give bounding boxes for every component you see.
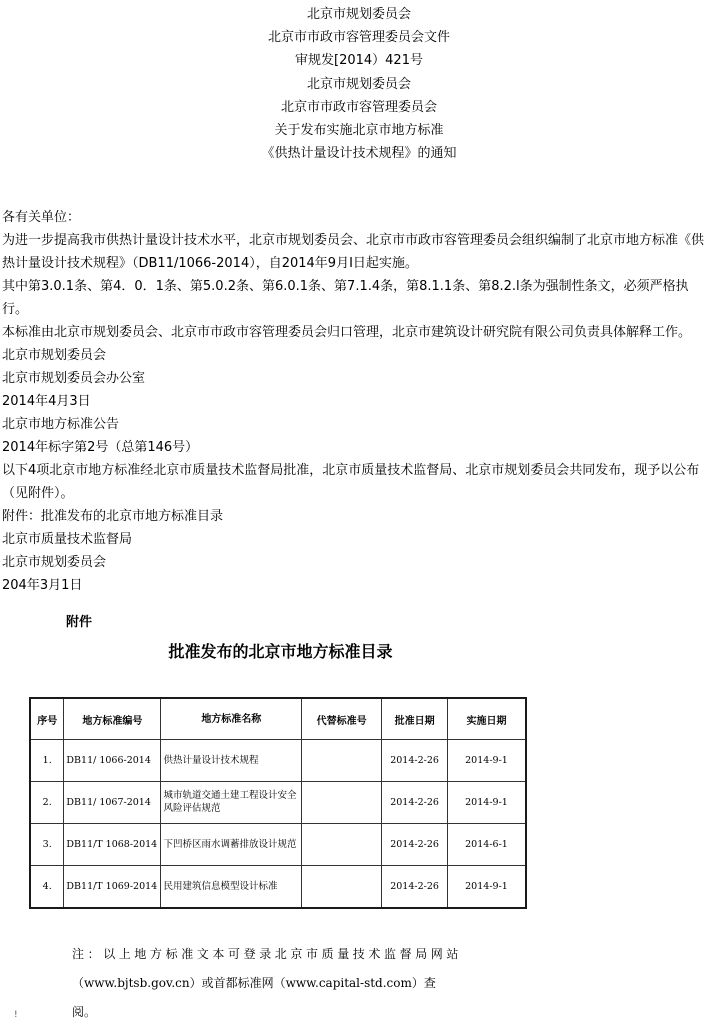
- replaced-standard: [302, 823, 382, 865]
- standard-name: 民用建筑信息模型设计标准: [161, 865, 302, 908]
- salutation: 各有关单位：: [2, 210, 81, 225]
- footnote-line: （www.bjtsb.gov.cn）或首都标准网（www.capital-std.com）查: [72, 976, 436, 990]
- column-header: 代替标准号: [302, 698, 382, 740]
- implementation-date: 2014-9-1: [447, 781, 526, 823]
- table-row: [30, 740, 526, 782]
- approval-date: 2014-2-26: [382, 781, 448, 823]
- standard-name: 供热计量设计技术规程: [161, 740, 302, 782]
- replaced-standard: [302, 865, 382, 908]
- column-header: 地方标准编号: [64, 698, 161, 740]
- row-number: 4.: [30, 865, 64, 908]
- document-header: [0, 3, 718, 165]
- issuer-file-title: 北京市市政市容管理委员会文件: [267, 30, 450, 46]
- row-number: 3.: [30, 823, 64, 865]
- implementation-date: 2014-9-1: [447, 865, 526, 908]
- body-paragraph: 以下4项北京市地方标准经北京市质量技术监督局批准，北京市质量技术监督局、北京市规划委员会共同发布，现予以公布（见附件）。: [2, 463, 700, 501]
- footnote-line: 阅。: [72, 1005, 97, 1019]
- standard-name: 城市轨道交通土建工程设计安全风险评估规范: [161, 781, 302, 823]
- date-line: 2014年4月3日: [2, 394, 91, 409]
- issuer-name-3: 北京市市政市容管理委员会: [280, 99, 437, 115]
- notice-title-2: 《供热计量设计技术规程》的通知: [261, 146, 457, 162]
- document-body: [2, 206, 714, 597]
- row-number: 2.: [30, 781, 64, 823]
- attachment-label: 附件: [66, 615, 93, 630]
- column-header: 实施日期: [447, 698, 526, 740]
- standards-table: [29, 697, 527, 909]
- column-header: 地方标准名称: [161, 698, 302, 740]
- row-number: 1.: [30, 740, 64, 782]
- signature-line: 北京市规划委员会: [2, 555, 107, 570]
- table-row: [30, 865, 526, 908]
- approval-date: 2014-2-26: [382, 823, 448, 865]
- notice-title-1: 关于发布实施北京市地方标准: [274, 122, 444, 138]
- standard-code: DB11/T 1068-2014: [64, 823, 161, 865]
- signature-line: 北京市规划委员会办公室: [2, 371, 146, 386]
- body-paragraph: 其中第3.0.1条、第4．0．1条、第5.0.2条、第6.0.1条、第7.1.4条，第8.1.1条、第8.2.l条为强制性条文，必须严格执行。: [2, 279, 689, 317]
- standard-code: DB11/ 1066-2014: [64, 740, 161, 782]
- table-header-row: [30, 698, 526, 740]
- issuer-name-2: 北京市规划委员会: [306, 76, 411, 92]
- table-row: [30, 823, 526, 865]
- column-header: 序号: [30, 698, 64, 740]
- replaced-standard: [302, 781, 382, 823]
- approval-date: 2014-2-26: [382, 740, 448, 782]
- implementation-date: 2014-9-1: [447, 740, 526, 782]
- signature-line: 北京市规划委员会: [2, 348, 107, 363]
- footnote: [72, 940, 502, 1027]
- standard-name: 下凹桥区雨水调蓄排放设计规范: [161, 823, 302, 865]
- body-paragraph: 为进一步提高我市供热计量设计技术水平，北京市规划委员会、北京市市政市容管理委员会组织编制了北京市地方标准《供热计量设计技术规程》（DB11/1066-2014），自2014年9月I日起实施。: [2, 233, 705, 271]
- signature-line: 北京市质量技术监督局: [2, 532, 133, 547]
- issuer-name-1: 北京市规划委员会: [306, 7, 411, 22]
- document-number: 审规发[2014）421号: [295, 53, 423, 69]
- footnote-line: 注：以上地方标准文本可登录北京市质量技术监督局网站: [72, 947, 463, 961]
- announcement-title: 北京市地方标准公告: [2, 417, 120, 432]
- date-line: 204年3月1日: [2, 578, 83, 593]
- approval-date: 2014-2-26: [382, 865, 448, 908]
- table-row: [30, 781, 526, 823]
- standard-code: DB11/ 1067-2014: [64, 781, 161, 823]
- catalog-title: 批准发布的北京市地方标准目录: [168, 642, 393, 661]
- standard-code: DB11/T 1069-2014: [64, 865, 161, 908]
- implementation-date: 2014-6-1: [447, 823, 526, 865]
- scan-mark: !: [14, 1010, 18, 1020]
- announcement-number: 2014年标字第2号（总第146号）: [2, 440, 199, 455]
- body-paragraph: 本标准由北京市规划委员会、北京市市政市容管理委员会归口管理，北京市建筑设计研究院有限公司负责具体解释工作。: [2, 325, 692, 340]
- column-header: 批准日期: [382, 698, 448, 740]
- replaced-standard: [302, 740, 382, 782]
- attachment-line: 附件：批准发布的北京市地方标准目录: [2, 509, 224, 524]
